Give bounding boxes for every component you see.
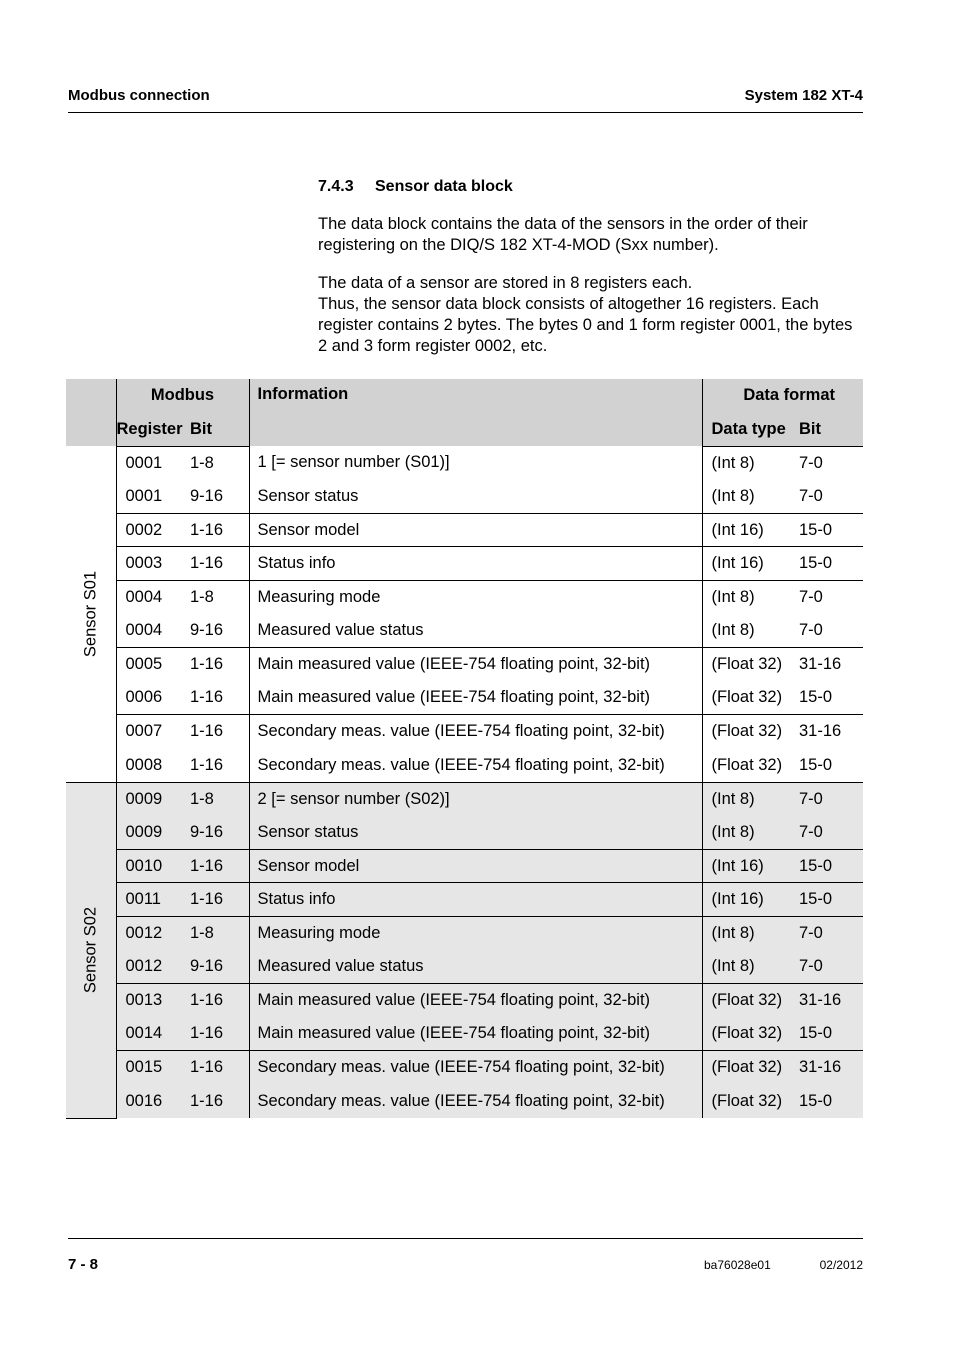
- registers-paragraph: The data of a sensor are stored in 8 registers each. Thus, the sensor data block consists of altogether 16 registers. Each register contains 2 bytes. The bytes 0 and 1 form register 0001, the bytes 2 and 3 form register 0002, etc.: [318, 274, 853, 355]
- information-cell: Main measured value (IEEE-754 floating point, 32-bit): [249, 648, 702, 682]
- header-data-type: Data type: [702, 413, 799, 447]
- table-row: [66, 782, 863, 816]
- table-row: [66, 849, 863, 883]
- data-type-cell: (Float 32): [702, 648, 799, 682]
- group-side-cell: [66, 446, 116, 782]
- register-cell: 0002: [116, 513, 190, 547]
- register-cell: 0008: [125, 755, 163, 774]
- data-bit-cell: 31-16: [799, 648, 863, 682]
- register-cell: 0009: [116, 816, 190, 850]
- register-cell: 0005: [116, 648, 190, 682]
- information-cell: Sensor status: [249, 480, 702, 514]
- header-corner: [66, 379, 116, 446]
- information-cell: Main measured value (IEEE-754 floating point, 32-bit): [249, 1017, 702, 1051]
- data-bit-cell: 15-0: [799, 1084, 863, 1118]
- bit-cell: 1-16: [190, 1051, 249, 1085]
- data-type-cell: (Int 16): [702, 513, 799, 547]
- bit-cell: 1-8: [190, 453, 214, 472]
- data-type-cell: (Float 32): [702, 1084, 799, 1118]
- register-cell: 0010: [116, 849, 190, 883]
- header-information: Information: [249, 379, 702, 446]
- sensor-data-table: [66, 379, 863, 1119]
- table-row: [66, 681, 863, 715]
- information-cell: Secondary meas. value (IEEE-754 floating point, 32-bit): [249, 715, 702, 749]
- information-cell: Sensor model: [249, 513, 702, 547]
- data-bit-cell: 31-16: [799, 715, 863, 749]
- table-row: [66, 950, 863, 984]
- information-cell: 1 [= sensor number (S01)]: [249, 446, 702, 480]
- bit-cell: 9-16: [190, 486, 224, 505]
- table-row: [66, 749, 863, 783]
- data-type-cell: (Float 32): [702, 984, 799, 1018]
- information-cell: Status info: [249, 547, 702, 581]
- header-modbus: Modbus: [116, 379, 249, 413]
- information-cell: Main measured value (IEEE-754 floating point, 32-bit): [249, 681, 702, 715]
- register-cell: 0001: [125, 486, 163, 505]
- register-cell: 0007: [116, 715, 190, 749]
- table-row: [66, 513, 863, 547]
- information-cell: Secondary meas. value (IEEE-754 floating point, 32-bit): [249, 749, 702, 783]
- table-row: [66, 581, 863, 615]
- bit-cell: 1-16: [190, 648, 249, 682]
- section-title: Sensor data block: [375, 178, 513, 195]
- data-type-cell: (Int 16): [702, 883, 799, 917]
- information-cell: Sensor status: [249, 816, 702, 850]
- document-id: ba76028e01: [704, 1258, 771, 1272]
- header-data-format: Data format: [702, 379, 863, 413]
- register-cell: 0012: [116, 917, 190, 951]
- table-row: [66, 1051, 863, 1085]
- register-cell: 0014: [116, 1017, 190, 1051]
- table-row: [66, 715, 863, 749]
- data-type-cell: (Int 8): [702, 950, 799, 984]
- bit-cell: 1-16: [190, 1084, 249, 1118]
- data-type-cell: (Int 8): [702, 581, 799, 615]
- data-type-cell: (Float 32): [702, 1051, 799, 1085]
- information-cell: Main measured value (IEEE-754 floating point, 32-bit): [249, 984, 702, 1018]
- register-cell: 0001: [125, 453, 163, 472]
- register-cell: 0013: [116, 984, 190, 1018]
- intro-paragraph: The data block contains the data of the sensors in the order of their registering on the DIQ/S 182 XT-4-MOD (Sxx number).: [318, 215, 808, 254]
- bit-cell: 1-8: [190, 917, 249, 951]
- group-label: Sensor S01: [81, 570, 100, 658]
- register-cell: 0016: [116, 1084, 190, 1118]
- register-cell: 0015: [116, 1051, 190, 1085]
- group-label: Sensor S02: [81, 906, 100, 994]
- table-row: [66, 480, 863, 514]
- bit-cell: 1-16: [190, 849, 249, 883]
- register-cell: 0009: [116, 782, 190, 816]
- data-bit-cell: 15-0: [799, 547, 863, 581]
- bit-cell: 1-16: [190, 688, 224, 707]
- data-type-cell: (Int 8): [702, 917, 799, 951]
- table-row: [66, 547, 863, 581]
- table-row: [66, 446, 863, 480]
- table-row: [66, 1017, 863, 1051]
- data-bit-cell: 15-0: [799, 688, 833, 707]
- data-type-cell: (Int 8): [711, 621, 755, 640]
- information-cell: Secondary meas. value (IEEE-754 floating point, 32-bit): [249, 1051, 702, 1085]
- data-type-cell: (Int 16): [702, 849, 799, 883]
- data-type-cell: (Int 8): [711, 453, 755, 472]
- bit-cell: 1-16: [190, 715, 249, 749]
- table-row: [66, 614, 863, 648]
- running-header-left: Modbus connection: [68, 87, 210, 104]
- section-number: 7.4.3: [318, 178, 354, 195]
- document-date: 02/2012: [819, 1258, 863, 1272]
- group-side-cell: [66, 782, 116, 1118]
- data-type-cell: (Float 32): [702, 715, 799, 749]
- data-type-cell: (Int 8): [702, 782, 799, 816]
- data-bit-cell: 31-16: [799, 1051, 863, 1085]
- information-cell: Measured value status: [249, 950, 702, 984]
- bit-cell: 9-16: [190, 950, 249, 984]
- data-bit-cell: 7-0: [799, 621, 823, 640]
- data-type-cell: (Float 32): [711, 755, 783, 774]
- register-cell: 0004: [116, 581, 190, 615]
- information-cell: Measured value status: [249, 614, 702, 648]
- bit-cell: 1-16: [190, 984, 249, 1018]
- bit-cell: 1-8: [190, 581, 249, 615]
- header-bit: Bit: [190, 413, 249, 447]
- data-bit-cell: 15-0: [799, 1017, 863, 1051]
- information-cell: Status info: [249, 883, 702, 917]
- information-cell: Measuring mode: [249, 917, 702, 951]
- section-heading: [318, 178, 513, 196]
- information-cell: Measuring mode: [249, 581, 702, 615]
- register-cell: 0011: [116, 883, 190, 917]
- bit-cell: 1-16: [190, 1017, 249, 1051]
- data-bit-cell: 31-16: [799, 984, 863, 1018]
- data-bit-cell: 7-0: [799, 950, 863, 984]
- bit-cell: 1-16: [190, 513, 249, 547]
- header-data-bit: Bit: [799, 413, 863, 447]
- bit-cell: 1-16: [190, 547, 249, 581]
- bit-cell: 1-16: [190, 755, 224, 774]
- table-row: [66, 648, 863, 682]
- bit-cell: 9-16: [190, 816, 249, 850]
- data-type-cell: (Int 16): [702, 547, 799, 581]
- data-bit-cell: 7-0: [799, 917, 863, 951]
- data-bit-cell: 15-0: [799, 755, 833, 774]
- sensor-s02-group: [66, 782, 863, 1118]
- table-row: [66, 917, 863, 951]
- data-type-cell: (Float 32): [711, 688, 783, 707]
- table-row: [66, 1084, 863, 1118]
- running-header-right: System 182 XT-4: [744, 87, 863, 104]
- information-cell: 2 [= sensor number (S02)]: [249, 782, 702, 816]
- data-bit-cell: 7-0: [799, 486, 823, 505]
- header-rule: [68, 112, 863, 113]
- page-number: 7 - 8: [68, 1256, 99, 1273]
- header-register: Register: [116, 413, 190, 447]
- table-row: [66, 816, 863, 850]
- data-type-cell: (Float 32): [702, 1017, 799, 1051]
- table-row: [66, 883, 863, 917]
- register-cell: 0004: [125, 621, 163, 640]
- data-bit-cell: 7-0: [799, 581, 863, 615]
- data-type-cell: (Int 8): [711, 486, 755, 505]
- data-bit-cell: 7-0: [799, 816, 863, 850]
- data-bit-cell: 7-0: [799, 453, 823, 472]
- register-cell: 0006: [125, 688, 163, 707]
- data-bit-cell: 15-0: [799, 883, 863, 917]
- bit-cell: 9-16: [190, 621, 224, 640]
- information-cell: Sensor model: [249, 849, 702, 883]
- data-bit-cell: 7-0: [799, 782, 863, 816]
- sensor-s01-group: [66, 446, 863, 782]
- bit-cell: 1-16: [190, 883, 249, 917]
- bit-cell: 1-8: [190, 782, 249, 816]
- data-type-cell: (Int 8): [702, 816, 799, 850]
- data-bit-cell: 15-0: [799, 513, 863, 547]
- footer-rule: [68, 1238, 863, 1239]
- register-cell: 0003: [116, 547, 190, 581]
- data-bit-cell: 15-0: [799, 849, 863, 883]
- register-cell: 0012: [116, 950, 190, 984]
- table-row: [66, 984, 863, 1018]
- information-cell: Secondary meas. value (IEEE-754 floating point, 32-bit): [249, 1084, 702, 1118]
